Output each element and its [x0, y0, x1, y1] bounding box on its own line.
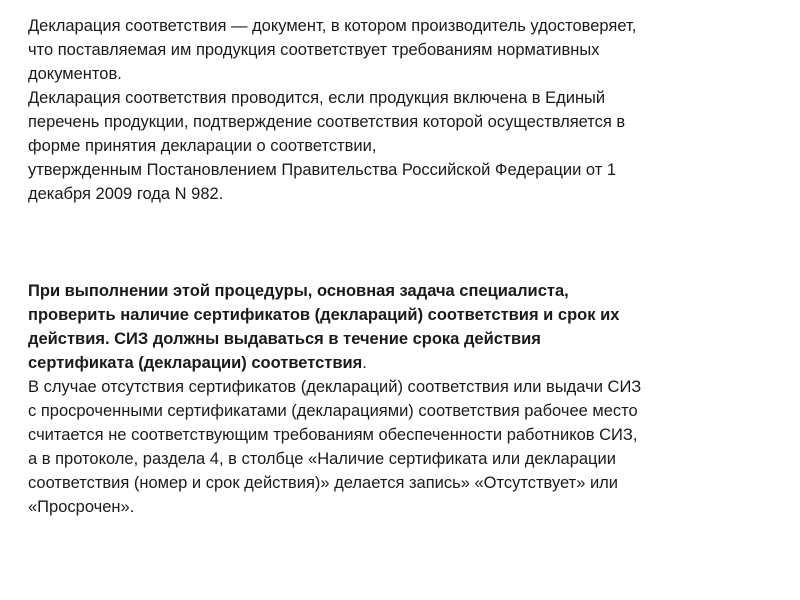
- text-line: Декларация соответствия проводится, если продукция включена в Единый: [28, 89, 606, 107]
- text-line: считается не соответствующим требованиям обеспеченности работников СИЗ,: [28, 426, 638, 444]
- text-line: соответствия (номер и срок действия)» делается запись» «Отсутствует» или: [28, 474, 619, 492]
- specialist-task-text: [28, 279, 778, 519]
- text-line: Декларация соответствия — документ, в котором производитель удостоверяет,: [28, 17, 637, 35]
- bold-text-fragment: сертификата (декларации) соответствия: [28, 354, 363, 372]
- mixed-text-line: [28, 351, 778, 375]
- text-line: утвержденным Постановлением Правительства Российской Федерации от 1: [28, 161, 617, 179]
- text-line: «Просрочен».: [28, 498, 135, 516]
- declaration-definition-text: [28, 14, 788, 206]
- text-line: с просроченными сертификатами (декларациями) соответствия рабочее место: [28, 402, 638, 420]
- text-line: а в протоколе, раздела 4, в столбце «Наличие сертификата или декларации: [28, 450, 616, 468]
- text-line: декабря 2009 года N 982.: [28, 185, 224, 203]
- text-line: В случае отсутствия сертификатов (деклараций) соответствия или выдачи СИЗ: [28, 378, 642, 396]
- text-fragment: .: [362, 354, 367, 372]
- bold-text-line: действия. СИЗ должны выдаваться в течение срока действия: [28, 330, 541, 348]
- text-line: перечень продукции, подтверждение соответствия которой осуществляется в: [28, 113, 626, 131]
- text-line: форме принятия декларации о соответствии,: [28, 137, 377, 155]
- bold-text-line: При выполнении этой процедуры, основная задача специалиста,: [28, 282, 569, 300]
- text-line: что поставляемая им продукция соответствует требованиям нормативных: [28, 41, 600, 59]
- bold-text-line: проверить наличие сертификатов (деклараций) соответствия и срок их: [28, 306, 620, 324]
- text-line: документов.: [28, 65, 122, 83]
